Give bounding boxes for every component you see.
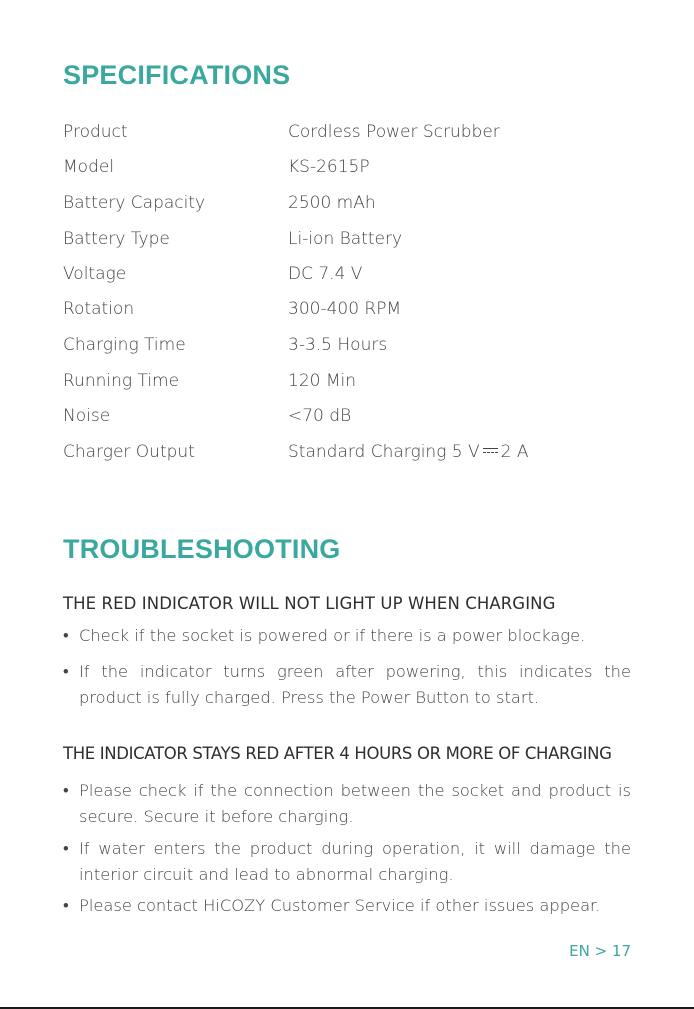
- spec-value: DC 7.4 V: [288, 264, 363, 284]
- troubleshooting-title: TROUBLESHOOTING: [63, 534, 341, 564]
- spec-value: Li-ion Battery: [288, 229, 403, 249]
- bullet-dot-icon: •: [63, 896, 69, 915]
- bullet-text: Check if the socket is powered or if there is a power blockage.: [79, 626, 586, 645]
- list-item: [63, 659, 631, 711]
- spec-label: Charger Output: [63, 442, 195, 462]
- spec-value-suffix: 2 A: [500, 442, 529, 462]
- list-item: [63, 778, 631, 830]
- bullet-dot-icon: •: [63, 626, 69, 645]
- spec-label: Battery Type: [63, 229, 170, 249]
- bullet-text: Please contact HiCOZY Customer Service if other issues appear.: [79, 896, 601, 915]
- list-item: [63, 893, 631, 919]
- spec-label: Voltage: [63, 264, 127, 284]
- bullet-text: If the indicator turns green after powering, this indicates the product is fully charged. Press the Power Button to start.: [79, 662, 631, 707]
- spec-value: 3-3.5 Hours: [288, 335, 388, 355]
- spec-label: Running Time: [63, 371, 180, 391]
- spec-value: KS-2615P: [288, 157, 370, 177]
- spec-label: Noise: [63, 406, 111, 426]
- dc-current-icon: [483, 447, 498, 454]
- spec-label: Model: [63, 157, 115, 177]
- spec-value: 2500 mAh: [288, 193, 376, 213]
- bullet-dot-icon: •: [63, 781, 69, 800]
- page-number: EN > 17: [569, 942, 631, 960]
- issue-heading-stays-red: THE INDICATOR STAYS RED AFTER 4 HOURS OR MORE OF CHARGING: [63, 744, 612, 763]
- spec-value: 120 Min: [288, 371, 357, 391]
- issue-heading-no-light: THE RED INDICATOR WILL NOT LIGHT UP WHEN CHARGING: [63, 594, 556, 613]
- list-item: [63, 623, 631, 649]
- list-item: [63, 836, 631, 888]
- bullet-dot-icon: •: [63, 839, 69, 858]
- bullet-text: If water enters the product during operation, it will damage the interior circuit and lead to abnormal charging.: [79, 839, 631, 884]
- bullet-dot-icon: •: [63, 662, 69, 681]
- spec-label: Rotation: [63, 299, 135, 319]
- spec-label: Charging Time: [63, 335, 186, 355]
- bullet-text: Please check if the connection between the socket and product is secure. Secure it before charging.: [79, 781, 631, 826]
- spec-value-prefix: Standard Charging 5 V: [288, 442, 480, 462]
- specifications-title: SPECIFICATIONS: [63, 60, 291, 90]
- spec-value: [288, 444, 529, 461]
- spec-label: Product: [63, 122, 128, 142]
- spec-value: Cordless Power Scrubber: [288, 122, 500, 142]
- spec-value: 300-400 RPM: [288, 299, 402, 319]
- spec-value: <70 dB: [288, 406, 352, 426]
- spec-label: Battery Capacity: [63, 193, 206, 213]
